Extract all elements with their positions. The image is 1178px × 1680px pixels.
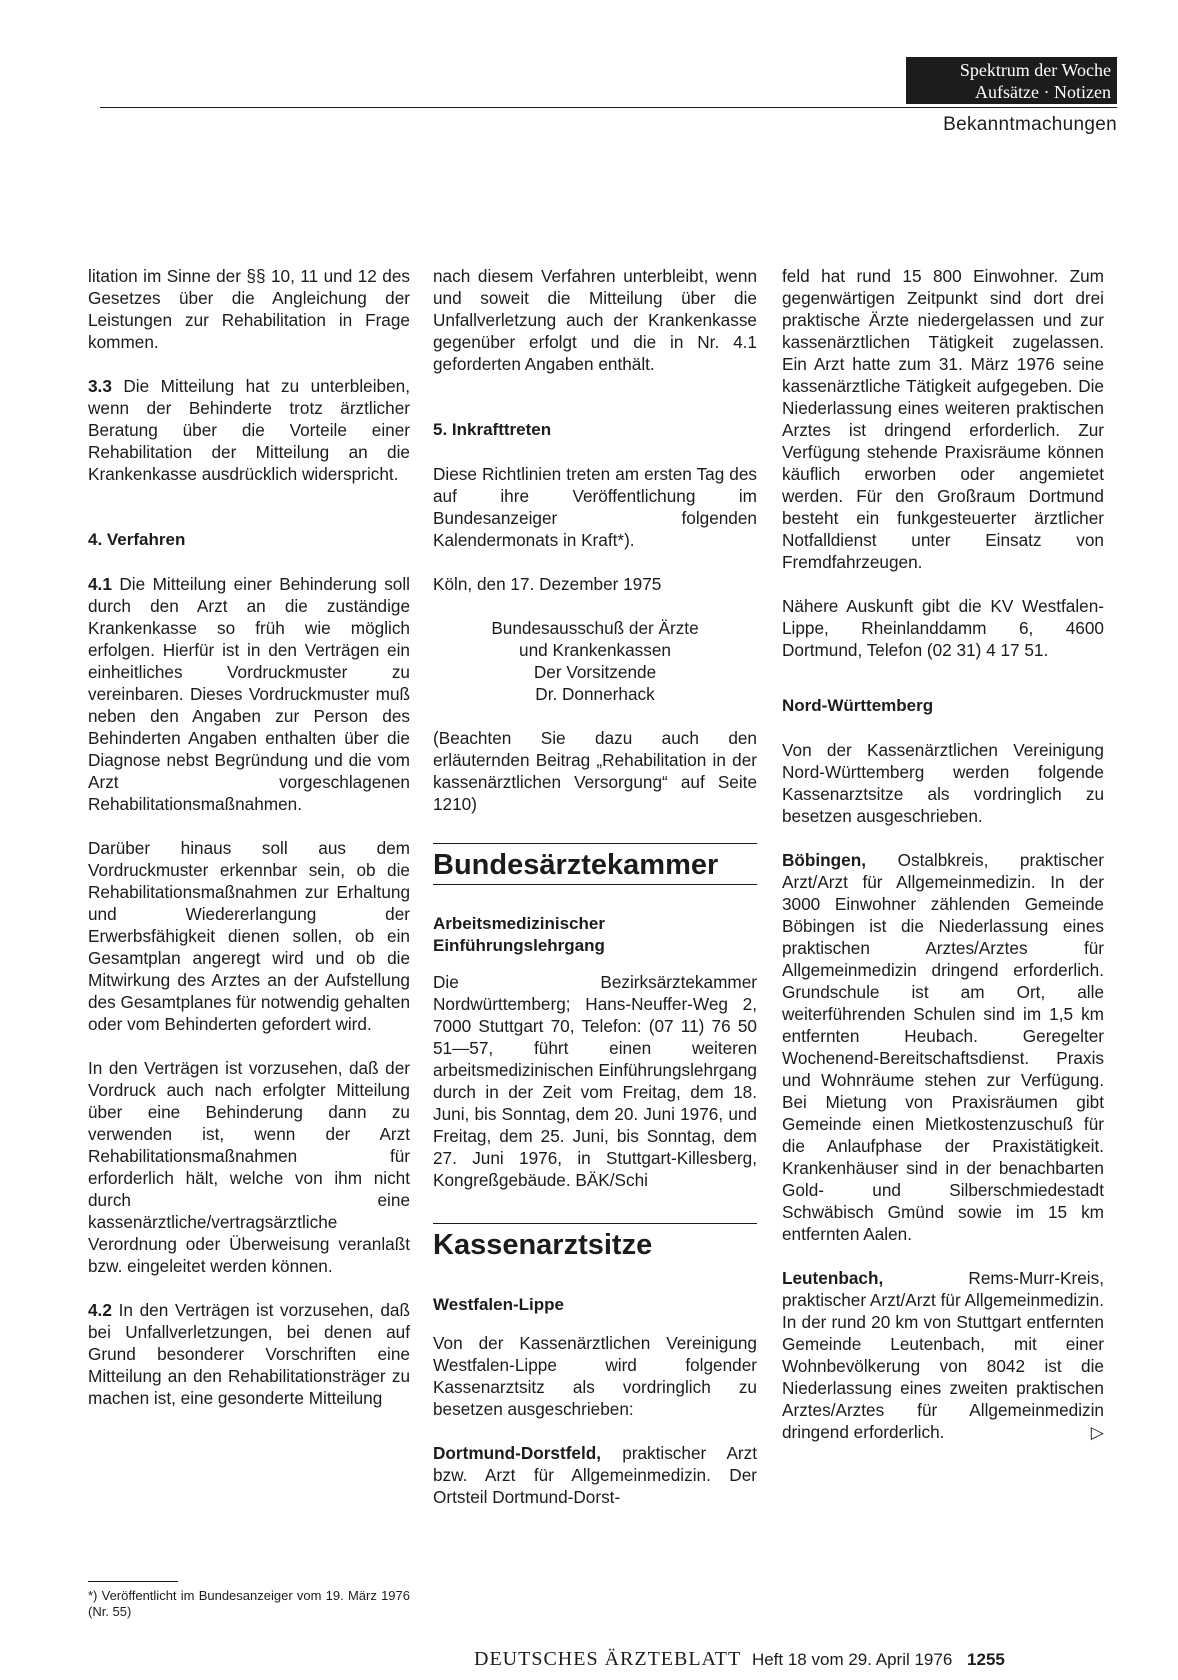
section-badge-line1: Spektrum der Woche [959,60,1111,80]
clause-number: 4.2 [88,1300,112,1320]
heading-verfahren: 4. Verfahren [88,530,186,549]
heading-inkrafttreten: 5. Inkrafttreten [433,420,552,439]
paragraph [433,1442,757,1508]
paragraph: (Beachten Sie dazu auch den erläuternden Beitrag „Rehabilitation in der kassenärztlichen Versorgung“ auf Seite 1210) [433,728,757,814]
signature-line: Dr. Donnerhack [535,684,655,704]
continue-arrow-icon: ▷ [1090,1422,1104,1442]
heading-nord-wuerttemberg: Nord-Württemberg [782,696,934,715]
place-name: Leutenbach, [782,1268,884,1288]
paragraph: Nähere Auskunft gibt die KV Westfalen-Lippe, Rheinlanddamm 6, 4600 Dortmund, Telefon (02 31) 4 17 51. [782,596,1104,660]
heading-kassenarztsitze: Kassenarztsitze [433,1229,653,1261]
section-rule [433,1223,757,1224]
signature-line: Bundesausschuß der Ärzte [491,618,699,638]
magazine-name: DEUTSCHES ÄRZTEBLATT [474,1648,742,1670]
section-badge-line2: Aufsätze · Notizen [975,82,1111,102]
header-rule [100,107,1117,108]
page-footer [474,1648,1104,1671]
paragraph-text: Rems-Murr-Kreis, praktischer Arzt/Arzt für Allgemeinmedizin. In der rund 20 km von Stuttgart entfernten Gemeinde Leutenbach, mit einer Wohnbevölkerung von 8042 ist die Niederlassung eines zweiten praktischen Arztes/Arztes für Allgemeinmedizin dringend erforderlich. [782,1268,1104,1442]
place-name: Dortmund-Dorstfeld, [433,1443,602,1463]
paragraph [88,573,410,815]
column-2 [433,265,757,1508]
paragraph-text: Ostalbkreis, praktischer Arzt/Arzt für Allgemeinmedizin. In der 3000 Einwohner zählenden Gemeinde Böbingen ist die Niederlassung eines praktischen Arztes/Arztes für Allgemeinmedizin dringend erforderlich. Grundschule ist am Ort, alle weiterführenden Schulen sind im 1,5 km entfernten Heubach. Geregelter Wochenend-Bereitschaftsdienst. Praxis und Wohnräume stehen zur Verfügung. Bei Mietung von Praxisräumen gibt Gemeinde einen Mietkostenzuschuß für die Anlaufphase der Praxistätigkeit. Krankenhäuser sind in der benachbarten Gold- und Silberschmiedestadt Schwäbisch Gmünd sowie im 15 km entfernten Aalen. [782,850,1104,1244]
place-name: Böbingen, [782,850,867,870]
issue-info: Heft 18 vom 29. April 1976 [751,1650,953,1669]
section-label: Bekanntmachungen [943,114,1117,135]
paragraph: nach diesem Verfahren unterbleibt, wenn und soweit die Mitteilung über die Unfallverletzung auch der Krankenkasse gegenüber erfolgt und die in Nr. 4.1 geforderten Angaben enthält. [433,266,757,374]
paragraph: In den Verträgen ist vorzusehen, daß der Vordruck auch nach erfolgter Mitteilung über eine Behinderung dann zu verwenden ist, wenn der Arzt Rehabilitationsmaßnahmen für erforderlich hält, welche von ihm nicht durch eine kassenärztliche/vertragsärztliche Verordnung oder Überweisung veranlaßt bzw. eingeleitet werden können. [88,1058,410,1276]
section-badge [906,57,1117,104]
paragraph: Von der Kassenärztlichen Vereinigung Nord-Württemberg werden folgende Kassenarztsitze als vordringlich zu besetzen ausgeschrieben. [782,740,1104,826]
paragraph [782,849,1104,1245]
paragraph: Darüber hinaus soll aus dem Vordruckmuster erkennbar sein, ob die Rehabilitationsmaßnahmen zur Erhaltung und Wiedererlangung der Erwerbsfähigkeit dienen sollen, ob ein Gesamtplan angeregt wird und ob die Mitwirkung des Arztes an der Aufstellung des Gesamtplanes für notwendig gehalten oder vom Behinderten gefordert wird. [88,838,410,1034]
footnote-rule [88,1581,178,1582]
paragraph-text: In den Verträgen ist vorzusehen, daß bei Unfallverletzungen, bei denen auf Grund besonderer Vorschriften eine Mitteilung an den Rehabilitationsträger zu machen ist, eine gesonderte Mitteilung [88,1300,410,1408]
column-1 [88,265,410,1409]
heading-westfalen-lippe: Westfalen-Lippe [433,1295,564,1314]
paragraph: Die Bezirksärztekammer Nordwürttemberg; Hans-Neuffer-Weg 2, 7000 Stuttgart 70, Telefon: (07 11) 76 50 51—57, führt einen weiteren arbeitsmedizinischen Einführungslehrgang durch in der Zeit vom Freitag, dem 18. Juni, bis Sonntag, dem 20. Juni 1976, und Freitag, dem 25. Juni, bis Sonntag, dem 27. Juni 1976, in Stuttgart-Killesberg, Kongreßgebäude. BÄK/Schi [433,972,757,1190]
signature-block [433,617,757,705]
section-rule [433,884,757,885]
heading-arbeitsmedizin: Arbeitsmedizinischer Einführungslehrgang [433,914,605,955]
paragraph: Diese Richtlinien treten am ersten Tag des auf ihre Veröffentlichung im Bundesanzeiger folgenden Kalendermonats in Kraft*). [433,464,757,550]
section-rule [433,843,757,844]
heading-bundesaerztekammer: Bundesärztekammer [433,849,719,881]
paragraph: Von der Kassenärztlichen Vereinigung Westfalen-Lippe wird folgender Kassenarztsitz als vordringlich zu besetzen ausgeschrieben: [433,1333,757,1419]
signature-line: und Krankenkassen [519,640,671,660]
paragraph: litation im Sinne der §§ 10, 11 und 12 des Gesetzes über die Angleichung der Leistungen zur Rehabilitation in Frage kommen. [88,266,410,352]
paragraph-text: Die Mitteilung einer Behinderung soll durch den Arzt an die zuständige Krankenkasse so früh wie möglich erfolgen. Hierfür ist in den Verträgen ein einheitliches Vordruckmuster zu vereinbaren. Dieses Vordruckmuster muß neben den Angaben zur Person des Behinderten Angaben enthalten über die Diagnose nebst Begründung und die vom Arzt vorgeschlagenen Rehabilitationsmaßnahmen. [88,574,410,814]
clause-number: 3.3 [88,376,112,396]
paragraph: Köln, den 17. Dezember 1975 [433,574,662,594]
paragraph [88,1299,410,1409]
paragraph: feld hat rund 15 800 Einwohner. Zum gegenwärtigen Zeitpunkt sind dort drei praktische Ärzte niedergelassen und zur kassenärztlichen Tätigkeit zugelassen. Ein Arzt hatte zum 31. März 1976 seine kassenärztliche Tätigkeit aufgegeben. Die Niederlassung eines weiteren praktischen Arztes ist dringend erforderlich. Zur Verfügung stehende Praxisräume können käuflich erworben oder angemietet werden. Für den Großraum Dortmund besteht ein funkgesteuerter ärztlicher Notfalldienst unter Einsatz von Fremdfahrzeugen. [782,266,1104,572]
footnote: *) Veröffentlicht im Bundesanzeiger vom 19. März 1976 (Nr. 55) [88,1588,410,1619]
paragraph [782,1267,1104,1443]
column-3 [782,265,1104,1443]
clause-number: 4.1 [88,574,112,594]
paragraph [88,375,410,485]
signature-line: Der Vorsitzende [533,662,657,682]
paragraph-text: praktischer Arzt bzw. Arzt für Allgemeinmedizin. Der Ortsteil Dortmund-Dorst- [433,1443,757,1507]
paragraph-text: Die Mitteilung hat zu unterbleiben, wenn der Behinderte trotz ärztlicher Beratung über die Vorteile einer Rehabilitation der Mitteilung an die Krankenkasse ausdrücklich widerspricht. [88,376,410,484]
page-number: 1255 [967,1650,1005,1669]
